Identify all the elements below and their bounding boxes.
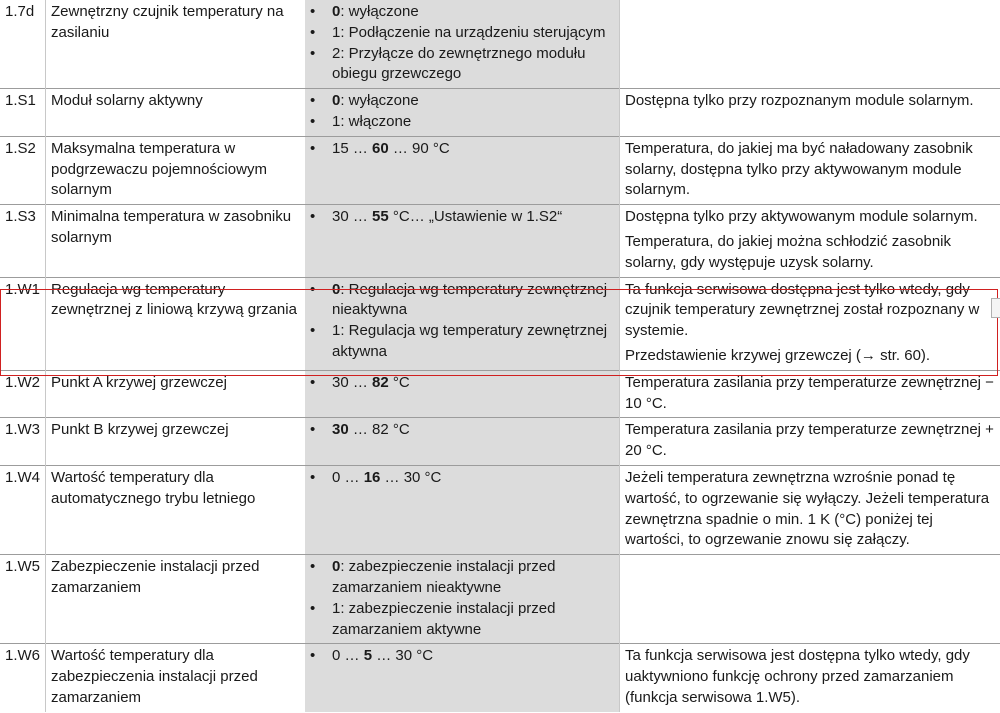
value-option [310,280,615,322]
value-text: 30 … [332,373,373,391]
value-option [310,112,615,133]
value-option [310,646,615,667]
parameter-note [620,136,1000,204]
parameter-values [305,465,620,554]
parameter-note [620,89,1000,137]
note-paragraph: Dostępna tylko przy rozpoznanym module solarnym. [625,92,974,110]
value-list [310,207,615,228]
table-row [0,205,1000,277]
value-text: 30 … [332,208,373,226]
note-paragraph: Temperatura zasilania przy temperaturze zewnętrznej − 10 °C. [625,373,994,412]
parameter-name: Maksymalna temperatura w podgrzewaczu pojemnościowym solarnym [46,136,306,204]
parameter-name: Wartość temperatury dla zabezpieczenia instalacji przed zamarzaniem [46,644,306,712]
value-text: 1: Regulacja wg temperatury zewnętrznej aktywna [332,322,608,360]
note-paragraph: Ta funkcja serwisowa jest dostępna tylko wtedy, gdy uaktywniono funkcję ochrony przed zamarzaniem (funkcja serwisowa 1.W5). [625,647,970,706]
value-list [310,420,615,441]
parameter-note [620,0,1000,89]
parameter-id: 1.S2 [0,136,46,204]
parameter-id: 1.W1 [0,277,46,370]
value-option [310,23,615,44]
default-value: 0 [332,558,341,576]
value-text: … 30 °C [372,647,434,665]
value-option [310,91,615,112]
value-option [310,321,615,363]
value-list [310,280,615,363]
value-list [310,646,615,667]
note-paragraph: Przedstawienie krzywej grzewczej (→ str. 60). [625,346,931,364]
parameter-id: 1.W3 [0,418,46,466]
table-row [0,370,1000,418]
table-row [0,644,1000,712]
parameter-values [305,89,620,137]
value-option [310,44,615,86]
parameter-name: Regulacja wg temperatury zewnętrznej z liniową krzywą grzania [46,277,306,370]
note-paragraph: Temperatura, do jakiej można schłodzić zasobnik solarny, gdy występuje uzysk solarny. [625,232,951,271]
value-text: … 90 °C [388,139,450,157]
default-value: 55 [372,208,389,226]
value-option [310,373,615,394]
value-option [310,468,615,489]
value-option [310,420,615,441]
parameter-values [305,0,620,89]
parameter-values [305,555,620,644]
value-text: 15 … [332,139,373,157]
parameter-name: Punkt B krzywej grzewczej [46,418,306,466]
default-value: 16 [363,468,381,486]
default-value: 0 [332,92,341,110]
value-text: : zabezpieczenie instalacji przed zamarzaniem nieaktywne [332,558,556,596]
value-text: 2: Przyłącze do zewnętrznego modułu obiegu grzewczego [332,44,586,83]
parameter-values [305,370,620,418]
value-option [310,139,615,160]
parameter-name: Wartość temperatury dla automatycznego trybu letniego [46,465,306,554]
value-option [310,557,615,599]
table-row [0,555,1000,644]
note-paragraph: Temperatura zasilania przy temperaturze zewnętrznej + 20 °C. [625,421,994,460]
table-row [0,89,1000,137]
value-text: : wyłączone [340,3,419,20]
value-list [310,468,615,489]
value-text: : Regulacja wg temperatury zewnętrznej nieaktywna [332,280,608,319]
default-value: 82 [372,373,389,391]
value-text: 0 … [332,647,364,665]
table-row [0,136,1000,204]
note-paragraph: Dostępna tylko przy aktywowanym module solarnym. [625,208,978,226]
parameter-name: Moduł solarny aktywny [46,89,306,137]
note-paragraph: Ta funkcja serwisowa dostępna jest tylko wtedy, gdy czujnik temperatury zewnętrznej został rozpoznany w systemie. [625,280,980,340]
table-row [0,0,1000,89]
value-list [310,139,615,160]
value-option [310,2,615,23]
table-row [0,277,1000,370]
parameter-id: 1.7d [5,3,35,20]
value-list [310,91,615,133]
value-list [310,373,615,394]
parameter-note [620,205,1000,277]
parameter-note [620,418,1000,466]
value-text: … 82 °C [348,421,410,439]
value-text: 1: Podłączenie na urządzeniu sterującym [332,23,606,41]
value-list [310,557,615,640]
default-value: 0 [332,280,341,298]
parameter-values [305,418,620,466]
parameter-id: 1.W2 [0,370,46,418]
default-value: 5 [363,647,373,665]
table-row [0,465,1000,554]
value-text: °C… „Ustawienie w 1.S2“ [388,208,563,226]
parameter-values [305,277,620,370]
scrollbar-handle[interactable] [991,298,1000,318]
parameter-id: 1.W6 [0,644,46,712]
parameter-name: Zewnętrzny czujnik temperatury na zasilaniu [46,0,306,89]
parameter-id: 1.W5 [0,555,46,644]
parameter-values [305,644,620,712]
parameter-id: 1.S3 [0,205,46,277]
value-text: … 30 °C [380,468,442,486]
parameter-note [620,277,1000,370]
value-text: : wyłączone [340,92,419,110]
parameter-note [620,644,1000,712]
default-value: 60 [372,139,389,157]
parameter-id: 1.S1 [0,89,46,137]
parameter-values [305,205,620,277]
parameter-name: Minimalna temperatura w zasobniku solarnym [46,205,306,277]
value-text: 1: zabezpieczenie instalacji przed zamarzaniem aktywne [332,599,556,638]
value-option [310,207,615,228]
value-option [310,599,615,641]
value-text: 1: włączone [332,112,412,130]
parameter-id: 1.W4 [0,465,46,554]
value-text: 0 … [332,468,364,486]
value-list [310,2,615,85]
parameter-note [620,555,1000,644]
default-value: 0 [332,3,341,20]
table-row [0,418,1000,466]
parameter-name: Zabezpieczenie instalacji przed zamarzaniem [46,555,306,644]
default-value: 30 [332,421,349,439]
parameter-name: Punkt A krzywej grzewczej [46,370,306,418]
parameter-note [620,465,1000,554]
note-paragraph: Jeżeli temperatura zewnętrzna wzrośnie ponad tę wartość, to ogrzewanie się wyłączy. Jeżeli temperatura zewnętrzna spadnie o min. 1 K (°C) poniżej tej wartości, to ogrzewanie znowu się załączy. [625,468,990,549]
parameter-values [305,136,620,204]
note-paragraph: Temperatura, do jakiej ma być naładowany zasobnik solarny, dostępna tylko przy aktywowanym module solarnym. [625,139,973,199]
parameter-note [620,370,1000,418]
value-text: °C [388,373,410,391]
